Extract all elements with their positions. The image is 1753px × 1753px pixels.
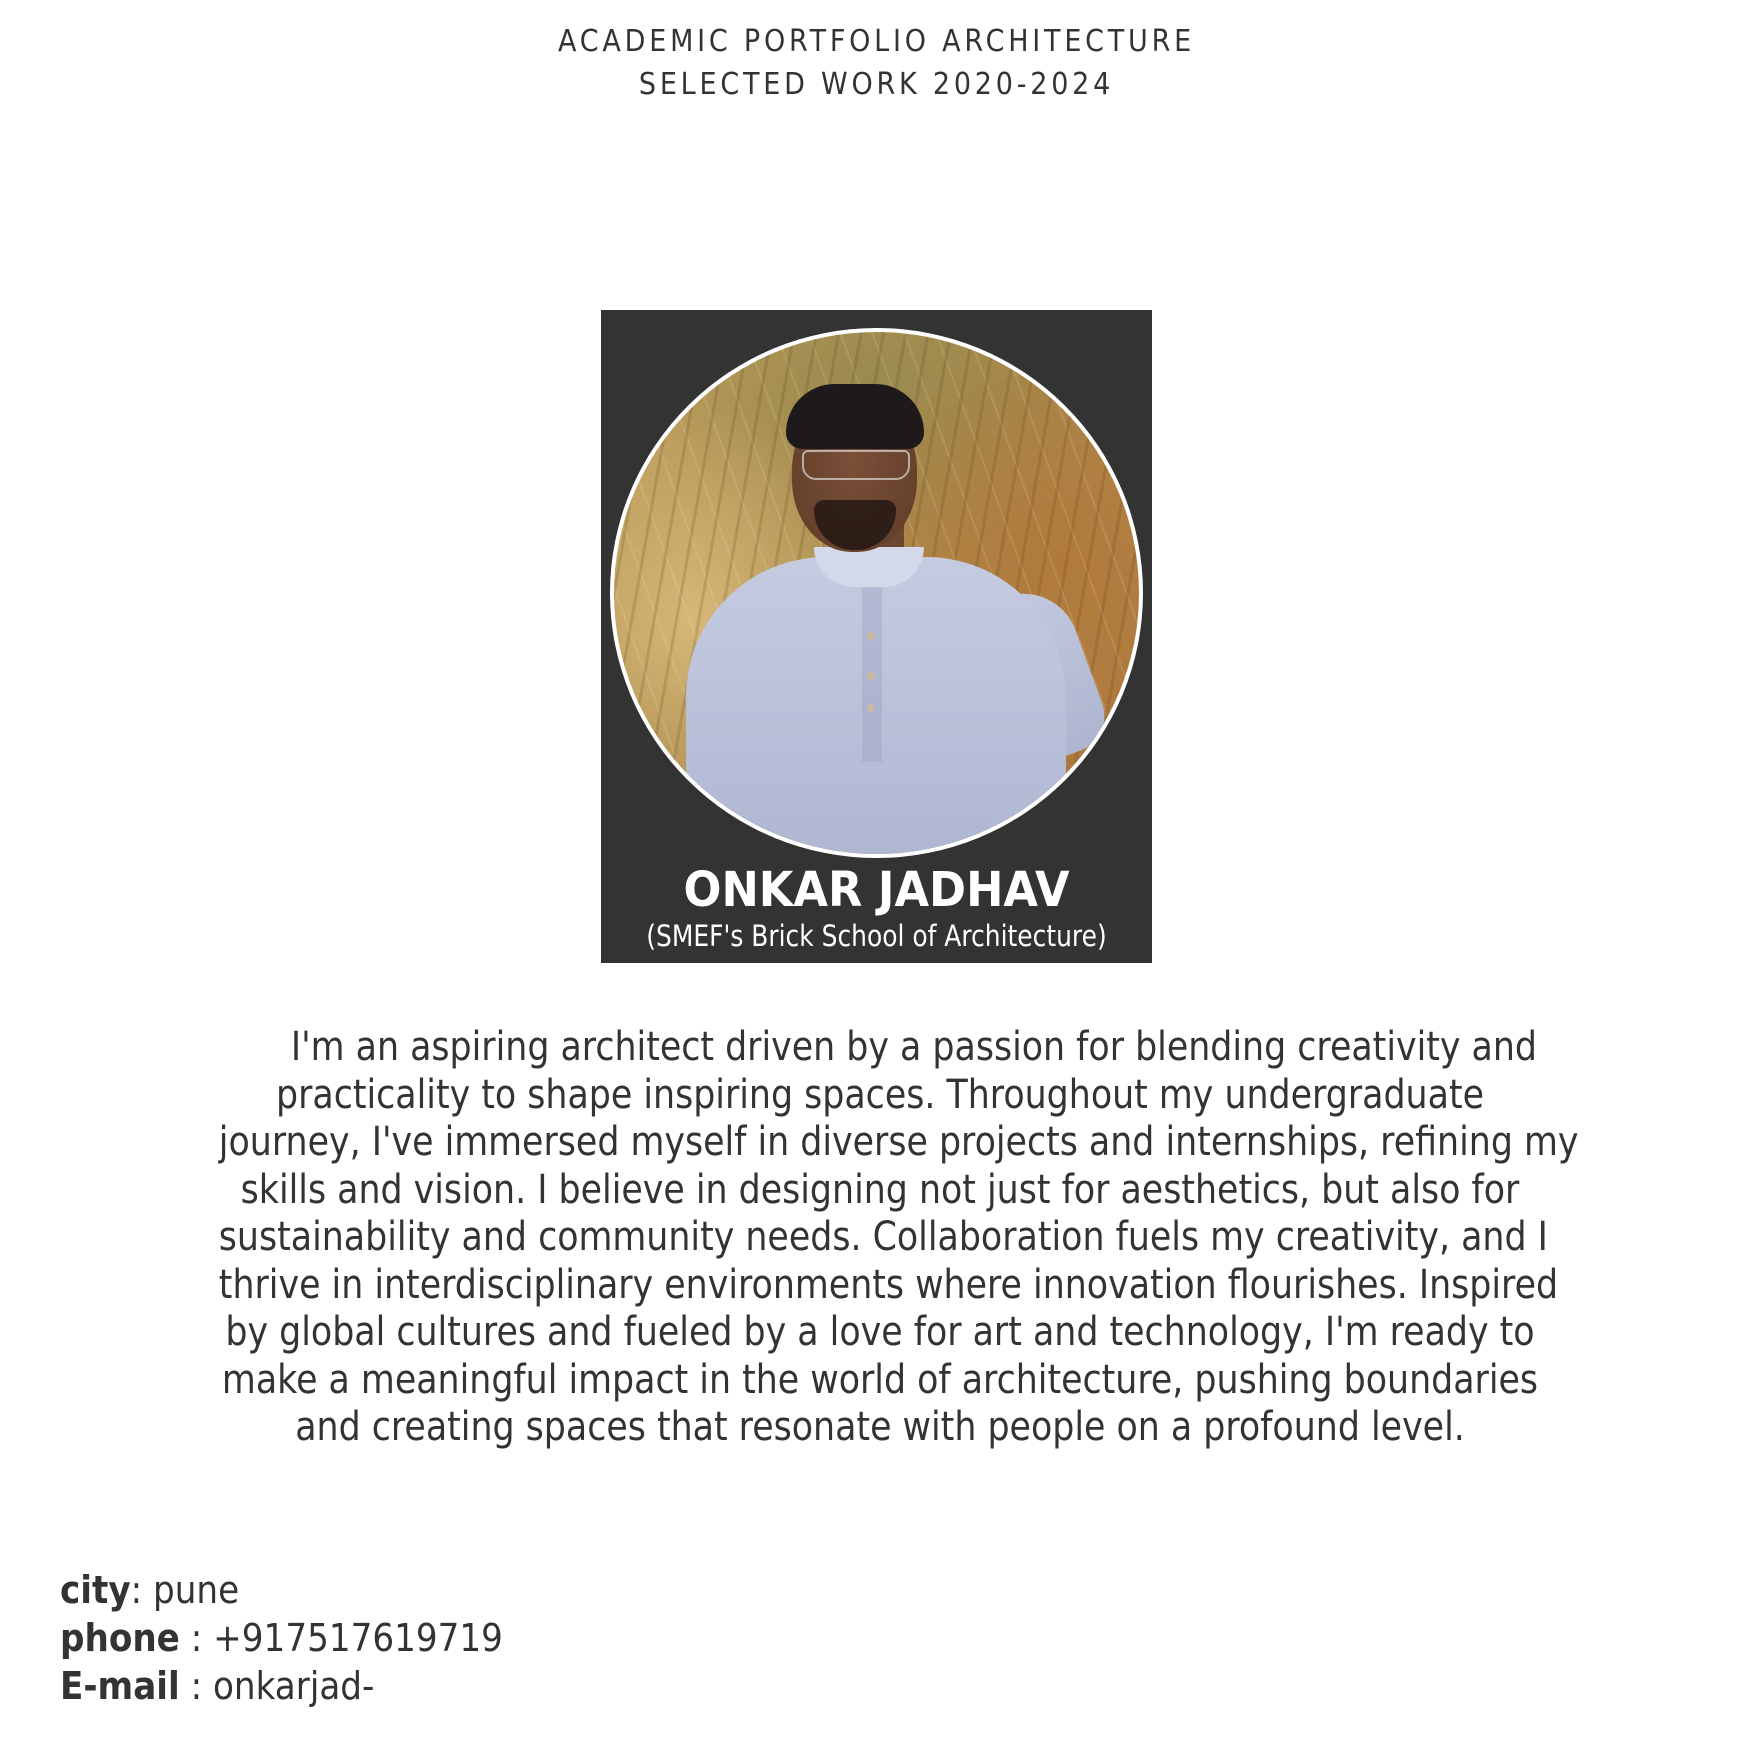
contact-phone bbox=[60, 1614, 503, 1662]
profile-school: (SMEF's Brick School of Architecture) bbox=[646, 919, 1107, 953]
contact-city bbox=[60, 1566, 503, 1614]
glasses-icon bbox=[802, 450, 910, 480]
header-subtitle: SELECTED WORK 2020-2024 bbox=[638, 67, 1115, 102]
shirt-button bbox=[867, 672, 875, 680]
bio-line: and creating spaces that resonate with people on a profound level. bbox=[295, 1404, 1465, 1450]
profile-name: ONKAR JADHAV bbox=[683, 862, 1070, 918]
bio-line: I'm an aspiring architect driven by a passion for blending creativity and bbox=[290, 1024, 1538, 1070]
shirt-button bbox=[867, 704, 875, 712]
city-separator: : bbox=[130, 1568, 154, 1612]
contact-email bbox=[60, 1662, 503, 1710]
bio-line: by global cultures and fueled by a love for art and technology, I'm ready to bbox=[225, 1309, 1535, 1355]
photo-hair bbox=[786, 384, 924, 449]
city-label: city bbox=[60, 1568, 131, 1612]
bio-line: thrive in interdisciplinary environments where innovation flourishes. Inspired bbox=[218, 1261, 1559, 1308]
email-value[interactable]: onkarjad- bbox=[213, 1664, 375, 1708]
email-separator: : bbox=[179, 1664, 213, 1708]
bio-line: sustainability and community needs. Collaboration fuels my creativity, and I bbox=[218, 1214, 1548, 1260]
bio-line: practicality to shape inspiring spaces. Throughout my undergraduate bbox=[276, 1071, 1484, 1118]
profile-photo bbox=[610, 328, 1143, 858]
contact-info bbox=[60, 1566, 552, 1710]
email-label: E-mail bbox=[60, 1664, 180, 1708]
bio-line: make a meaningful impact in the world of architecture, pushing boundaries bbox=[221, 1356, 1539, 1403]
portfolio-header bbox=[0, 20, 1753, 106]
phone-separator: : bbox=[179, 1616, 214, 1660]
person-figure bbox=[614, 332, 1139, 854]
profile-card bbox=[601, 310, 1152, 963]
phone-label: phone bbox=[60, 1616, 180, 1660]
bio-line: skills and vision. I believe in designing not just for aesthetics, but also for bbox=[240, 1166, 1520, 1213]
phone-value[interactable]: +917517619719 bbox=[213, 1616, 503, 1660]
city-value: pune bbox=[153, 1568, 240, 1612]
bio-paragraph bbox=[120, 1024, 1640, 1452]
header-title: ACADEMIC PORTFOLIO ARCHITECTURE bbox=[558, 24, 1195, 59]
bio-line: journey, I've immersed myself in diverse projects and internships, refining my bbox=[218, 1119, 1579, 1165]
shirt-button bbox=[867, 632, 875, 640]
